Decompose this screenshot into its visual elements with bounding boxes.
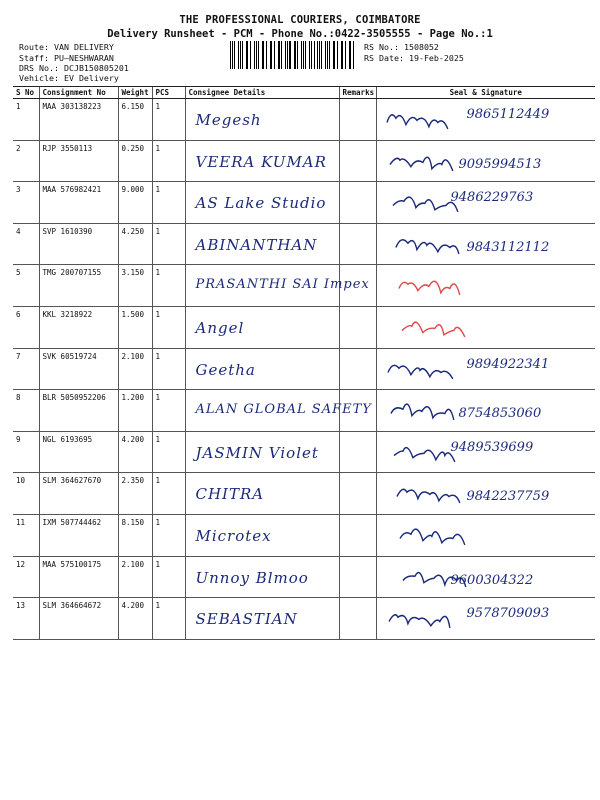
table-row <box>13 390 595 432</box>
table-row <box>13 223 595 265</box>
table-row <box>13 514 595 556</box>
barcode-bar <box>342 41 343 69</box>
row-signature-cell <box>376 556 595 598</box>
row-sno: 8 <box>13 390 39 432</box>
signature-phone-number: 9865112449 <box>466 107 550 122</box>
row-consignee-cell <box>185 182 339 224</box>
row-remarks <box>339 473 376 515</box>
row-consignment-no: BLR 5050952206 <box>39 390 118 432</box>
signature-stroke <box>389 157 452 171</box>
consignee-handwritten: Angel <box>195 318 245 337</box>
col-seal-signature: Seal & Signature <box>376 87 595 99</box>
row-remarks <box>339 182 376 224</box>
row-pcs: 1 <box>152 598 185 640</box>
row-signature-cell <box>376 473 595 515</box>
row-sno: 2 <box>13 140 39 182</box>
row-sno: 11 <box>13 514 39 556</box>
row-sno: 5 <box>13 265 39 307</box>
signature-phone-number: 9842237759 <box>466 489 550 505</box>
drs-number: DRS No.: DCJB150805201 <box>19 63 129 73</box>
signature-stroke <box>398 282 459 296</box>
signature-scribble <box>377 515 596 556</box>
signature-stroke <box>388 615 449 628</box>
row-consignee-cell <box>185 348 339 390</box>
barcode-bar <box>250 41 251 69</box>
row-signature-cell <box>376 99 595 141</box>
row-sno: 12 <box>13 556 39 598</box>
signature-scribble <box>377 307 596 348</box>
signature-phone-number: 9489539699 <box>450 439 534 455</box>
signature-phone-number: 9843112112 <box>466 239 550 255</box>
consignee-handwritten: Megesh <box>195 111 262 129</box>
row-pcs: 1 <box>152 431 185 473</box>
meta-right <box>364 42 464 63</box>
row-consignment-no: SLM 364664672 <box>39 598 118 640</box>
row-sno: 1 <box>13 99 39 141</box>
row-remarks <box>339 265 376 307</box>
table-header-row <box>13 87 595 99</box>
table-row <box>13 348 595 390</box>
document-title: THE PROFESSIONAL COURIERS, COIMBATORE <box>179 14 421 26</box>
signature-phone-number: 9486229763 <box>450 190 534 206</box>
barcode-bar <box>274 41 275 69</box>
row-consignment-no: MAA 303138223 <box>39 99 118 141</box>
barcode <box>230 41 356 69</box>
barcode-bar <box>242 41 243 69</box>
rs-number: RS No.: 1508052 <box>364 42 439 52</box>
row-consignee-cell <box>185 140 339 182</box>
barcode-bar <box>325 41 326 69</box>
signature-stroke <box>392 197 457 212</box>
consignee-handwritten: ABINANTHAN <box>195 235 318 254</box>
consignee-handwritten: Geetha <box>195 360 256 379</box>
row-sno: 3 <box>13 182 39 224</box>
row-consignee-cell <box>185 514 339 556</box>
row-remarks <box>339 431 376 473</box>
row-consignee-cell <box>185 99 339 141</box>
row-pcs: 1 <box>152 223 185 265</box>
row-consignee-cell <box>185 598 339 640</box>
row-remarks <box>339 598 376 640</box>
row-consignment-no: RJP 3550113 <box>39 140 118 182</box>
row-pcs: 1 <box>152 306 185 348</box>
barcode-bar <box>230 41 231 69</box>
row-signature-cell <box>376 431 595 473</box>
row-weight: 1.500 <box>118 306 152 348</box>
row-weight: 4.200 <box>118 431 152 473</box>
rs-date: RS Date: 19-Feb-2025 <box>364 52 464 63</box>
row-consignment-no: SVP 1610390 <box>39 223 118 265</box>
table-row <box>13 306 595 348</box>
row-signature-cell <box>376 514 595 556</box>
row-signature-cell <box>376 348 595 390</box>
row-remarks <box>339 514 376 556</box>
row-consignee-cell <box>185 473 339 515</box>
barcode-bar <box>285 41 286 69</box>
signature-stroke <box>387 365 452 379</box>
row-pcs: 1 <box>152 473 185 515</box>
row-consignment-no: SVK 60519724 <box>39 348 118 390</box>
barcode-bar <box>289 41 290 69</box>
row-signature-cell <box>376 182 595 224</box>
row-signature-cell <box>376 223 595 265</box>
staff-label: Staff: PU—NESHWARAN <box>19 52 114 63</box>
barcode-bar <box>309 41 310 69</box>
consignee-handwritten: SEBASTIAN <box>195 610 298 629</box>
meta-left <box>19 42 129 74</box>
col-weight: Weight <box>118 87 152 99</box>
barcode-bar <box>254 41 255 69</box>
signature-phone-number: 9600304322 <box>450 572 534 588</box>
consignee-handwritten: VEERA KUMAR <box>195 152 327 171</box>
col-sno: S No <box>13 87 39 99</box>
col-remarks: Remarks <box>339 87 376 99</box>
row-weight: 8.150 <box>118 514 152 556</box>
row-sno: 9 <box>13 431 39 473</box>
row-remarks <box>339 140 376 182</box>
row-consignment-no: MAA 576982421 <box>39 182 118 224</box>
row-consignment-no: IXM 507744462 <box>39 514 118 556</box>
row-remarks <box>339 348 376 390</box>
row-weight: 2.100 <box>118 556 152 598</box>
barcode-bar <box>350 41 351 69</box>
row-sno: 6 <box>13 306 39 348</box>
row-consignee-cell <box>185 306 339 348</box>
row-sno: 10 <box>13 473 39 515</box>
table-row <box>13 140 595 182</box>
table-row <box>13 99 595 141</box>
barcode-bar <box>238 41 239 69</box>
barcode-bar <box>329 41 330 69</box>
barcode-bar <box>317 41 318 69</box>
barcode-bar <box>262 41 263 69</box>
row-pcs: 1 <box>152 348 185 390</box>
row-consignee-cell <box>185 556 339 598</box>
row-consignee-cell <box>185 223 339 265</box>
signature-stroke <box>399 529 464 545</box>
vehicle-label: Vehicle: EV Delivery <box>19 73 119 83</box>
row-weight: 4.250 <box>118 223 152 265</box>
col-pcs: PCS <box>152 87 185 99</box>
row-signature-cell <box>376 140 595 182</box>
row-remarks <box>339 223 376 265</box>
row-sno: 4 <box>13 223 39 265</box>
barcode-bar <box>305 41 306 69</box>
signature-stroke <box>395 240 458 254</box>
col-consignment-no: Consignment No <box>39 87 118 99</box>
row-pcs: 1 <box>152 140 185 182</box>
row-weight: 9.000 <box>118 182 152 224</box>
barcode-bar <box>337 41 338 69</box>
row-pcs: 1 <box>152 556 185 598</box>
row-signature-cell <box>376 598 595 640</box>
row-consignment-no: MAA 575100175 <box>39 556 118 598</box>
row-signature-cell <box>376 306 595 348</box>
row-weight: 3.150 <box>118 265 152 307</box>
table-row <box>13 473 595 515</box>
row-remarks <box>339 306 376 348</box>
row-pcs: 1 <box>152 182 185 224</box>
barcode-bar <box>281 41 282 69</box>
row-remarks <box>339 390 376 432</box>
col-consignee-details: Consignee Details <box>185 87 339 99</box>
table-row <box>13 182 595 224</box>
row-remarks <box>339 99 376 141</box>
signature-stroke <box>393 447 454 461</box>
row-signature-cell <box>376 265 595 307</box>
document-subtitle: Delivery Runsheet - PCM - Phone No.:0422-3505555 - Page No.:1 <box>107 28 493 40</box>
signature-stroke <box>390 404 453 420</box>
signature-stroke <box>401 322 464 337</box>
signature-phone-number: 9894922341 <box>466 356 550 372</box>
consignee-handwritten: AS Lake Studio <box>195 194 327 213</box>
route-label: Route: VAN DELIVERY <box>19 42 114 52</box>
row-pcs: 1 <box>152 390 185 432</box>
row-consignee-cell <box>185 431 339 473</box>
row-consignment-no: TMG 200707155 <box>39 265 118 307</box>
row-weight: 4.200 <box>118 598 152 640</box>
row-consignment-no: NGL 6193695 <box>39 431 118 473</box>
row-weight: 1.200 <box>118 390 152 432</box>
consignee-handwritten: CHITRA <box>195 485 265 504</box>
signature-phone-number: 9578709093 <box>466 606 550 622</box>
row-weight: 2.350 <box>118 473 152 515</box>
consignee-handwritten: Unnoy Blmoo <box>195 568 309 587</box>
row-consignee-cell <box>185 265 370 307</box>
consignee-handwritten: ALAN GLOBAL SAFETY <box>195 402 372 418</box>
row-sno: 7 <box>13 348 39 390</box>
consignee-handwritten: PRASANTHI SAI Impex <box>195 277 370 293</box>
barcode-bar <box>266 41 267 69</box>
row-weight: 2.100 <box>118 348 152 390</box>
consignee-handwritten: JASMIN Violet <box>195 443 319 462</box>
row-pcs: 1 <box>152 265 185 307</box>
row-weight: 0.250 <box>118 140 152 182</box>
signature-phone-number: 9095994513 <box>458 156 542 172</box>
row-signature-cell <box>376 390 595 432</box>
row-remarks <box>339 556 376 598</box>
signature-phone-number: 8754853060 <box>458 406 542 422</box>
row-consignee-cell <box>185 390 372 432</box>
signature-stroke <box>386 115 447 129</box>
row-pcs: 1 <box>152 514 185 556</box>
row-sno: 13 <box>13 598 39 640</box>
signature-stroke <box>396 490 459 504</box>
table-row <box>13 431 595 473</box>
row-consignment-no: KKL 3218922 <box>39 306 118 348</box>
consignee-handwritten: Microtex <box>195 526 272 545</box>
table-row <box>13 598 595 640</box>
runsheet-table <box>13 86 595 640</box>
row-consignment-no: SLM 364627670 <box>39 473 118 515</box>
table-row <box>13 265 595 307</box>
row-weight: 6.150 <box>118 99 152 141</box>
signature-scribble <box>377 265 596 306</box>
table-row <box>13 556 595 598</box>
barcode-bar <box>297 41 298 69</box>
row-pcs: 1 <box>152 99 185 141</box>
